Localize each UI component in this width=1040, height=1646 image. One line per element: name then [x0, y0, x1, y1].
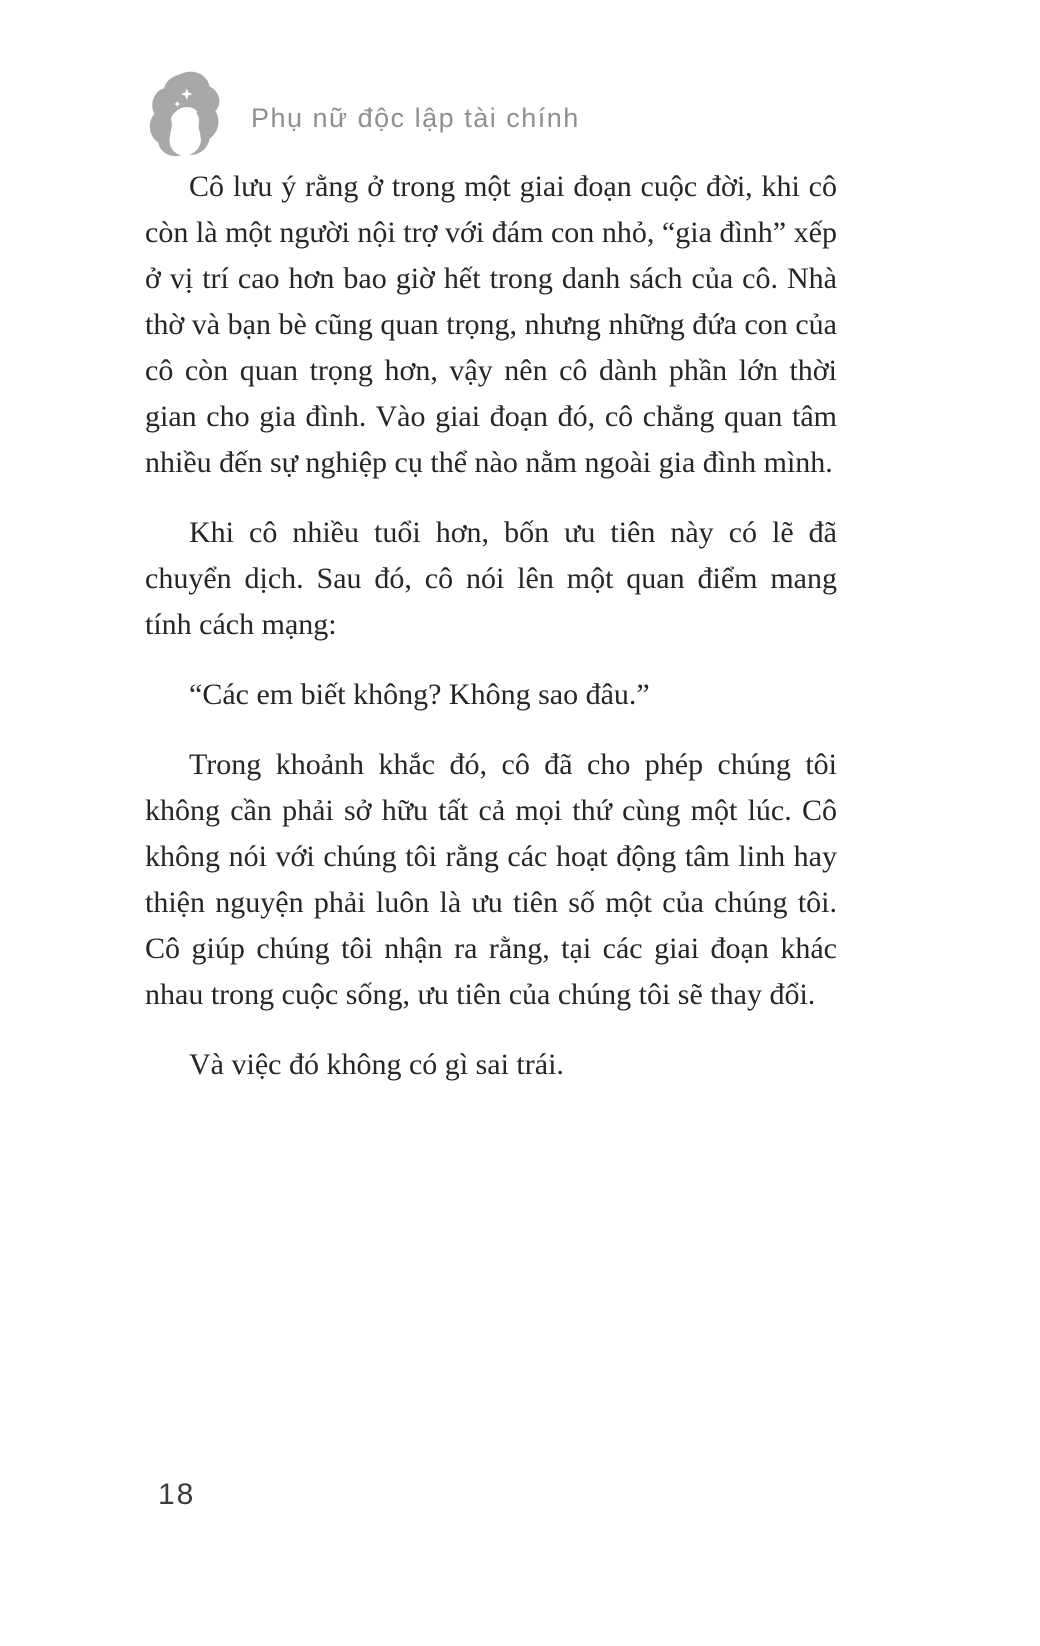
body-text: [145, 164, 837, 1112]
woman-sparkle-logo-icon: [145, 68, 221, 160]
paragraph-4: Trong khoảnh khắc đó, cô đã cho phép chúng tôi không cần phải sở hữu tất cả mọi thứ cùng một lúc. Cô không nói với chúng tôi rằng các hoạt động tâm linh hay thiện nguyện phải luôn là ưu tiên số một của chúng tôi. Cô giúp chúng tôi nhận ra rằng, tại các giai đoạn khác nhau trong cuộc sống, ưu tiên của chúng tôi sẽ thay đổi.: [145, 748, 837, 1011]
running-head-title: Phụ nữ độc lập tài chính: [251, 102, 580, 133]
page-number: 18: [158, 1478, 196, 1511]
paragraph-1: Cô lưu ý rằng ở trong một giai đoạn cuộc đời, khi cô còn là một người nội trợ với đám con nhỏ, “gia đình” xếp ở vị trí cao hơn bao giờ hết trong danh sách của cô. Nhà thờ và bạn bè cũng quan trọng, nhưng những đứa con của cô còn quan trọng hơn, vậy nên cô dành phần lớn thời gian cho gia đình. Vào giai đoạn đó, cô chẳng quan tâm nhiều đến sự nghiệp cụ thể nào nằm ngoài gia đình mình.: [145, 170, 837, 479]
paragraph-3-quote: “Các em biết không? Không sao đâu.”: [189, 678, 650, 711]
paragraph-5: Và việc đó không có gì sai trái.: [189, 1048, 564, 1081]
page-header: [145, 68, 580, 160]
paragraph-2: Khi cô nhiều tuổi hơn, bốn ưu tiên này có lẽ đã chuyển dịch. Sau đó, cô nói lên một quan điểm mang tính cách mạng:: [145, 516, 837, 641]
page-footer: [158, 1478, 195, 1512]
